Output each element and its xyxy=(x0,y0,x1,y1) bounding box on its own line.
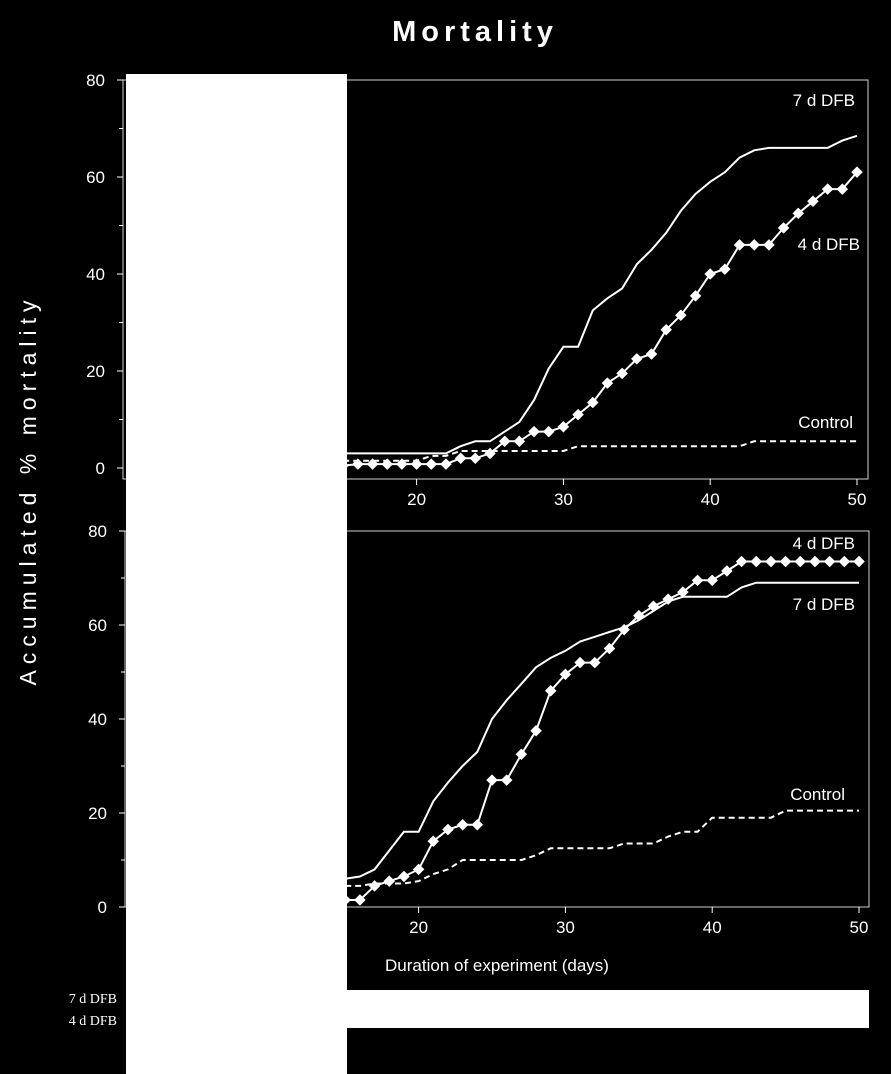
x-tick-label: 50 xyxy=(849,918,869,937)
legend-4d-dfb: 4 d DFB xyxy=(68,1014,117,1029)
y-tick-label: 20 xyxy=(88,804,107,823)
legend-7d-dfb: 7 d DFB xyxy=(68,992,117,1007)
x-tick-label: 40 xyxy=(702,918,722,937)
y-tick-label: 60 xyxy=(88,616,107,635)
y-tick-label: 20 xyxy=(86,362,105,381)
y-axis-label: Accumulated % mortality xyxy=(15,294,41,686)
x-tick-label: 50 xyxy=(847,490,867,509)
annotation-7d-dfb: 7 d DFB xyxy=(792,595,855,614)
x-tick-label: 30 xyxy=(553,490,573,509)
annotation-control: Control xyxy=(798,413,853,432)
x-tick-label: 40 xyxy=(700,490,720,509)
y-tick-label: 80 xyxy=(88,522,107,541)
annotation-control: Control xyxy=(790,785,845,804)
y-tick-label: 40 xyxy=(88,710,107,729)
figure-title: Mortality xyxy=(392,16,558,48)
annotation-4d-dfb: 4 d DFB xyxy=(792,534,855,553)
annotation-7d-dfb: 7 d DFB xyxy=(792,91,855,110)
x-axis-label: Duration of experiment (days) xyxy=(385,956,609,975)
x-tick-label: 20 xyxy=(407,490,427,509)
x-tick-label: 30 xyxy=(555,918,575,937)
annotation-4d-dfb: 4 d DFB xyxy=(797,235,860,254)
y-tick-label: 0 xyxy=(95,459,105,478)
mask-panel xyxy=(126,74,347,1074)
x-tick-label: 20 xyxy=(409,918,429,937)
y-tick-label: 80 xyxy=(86,71,105,90)
y-tick-label: 60 xyxy=(86,168,105,187)
y-tick-label: 0 xyxy=(97,898,107,917)
y-tick-label: 40 xyxy=(86,265,105,284)
legend-bar xyxy=(346,990,869,1028)
